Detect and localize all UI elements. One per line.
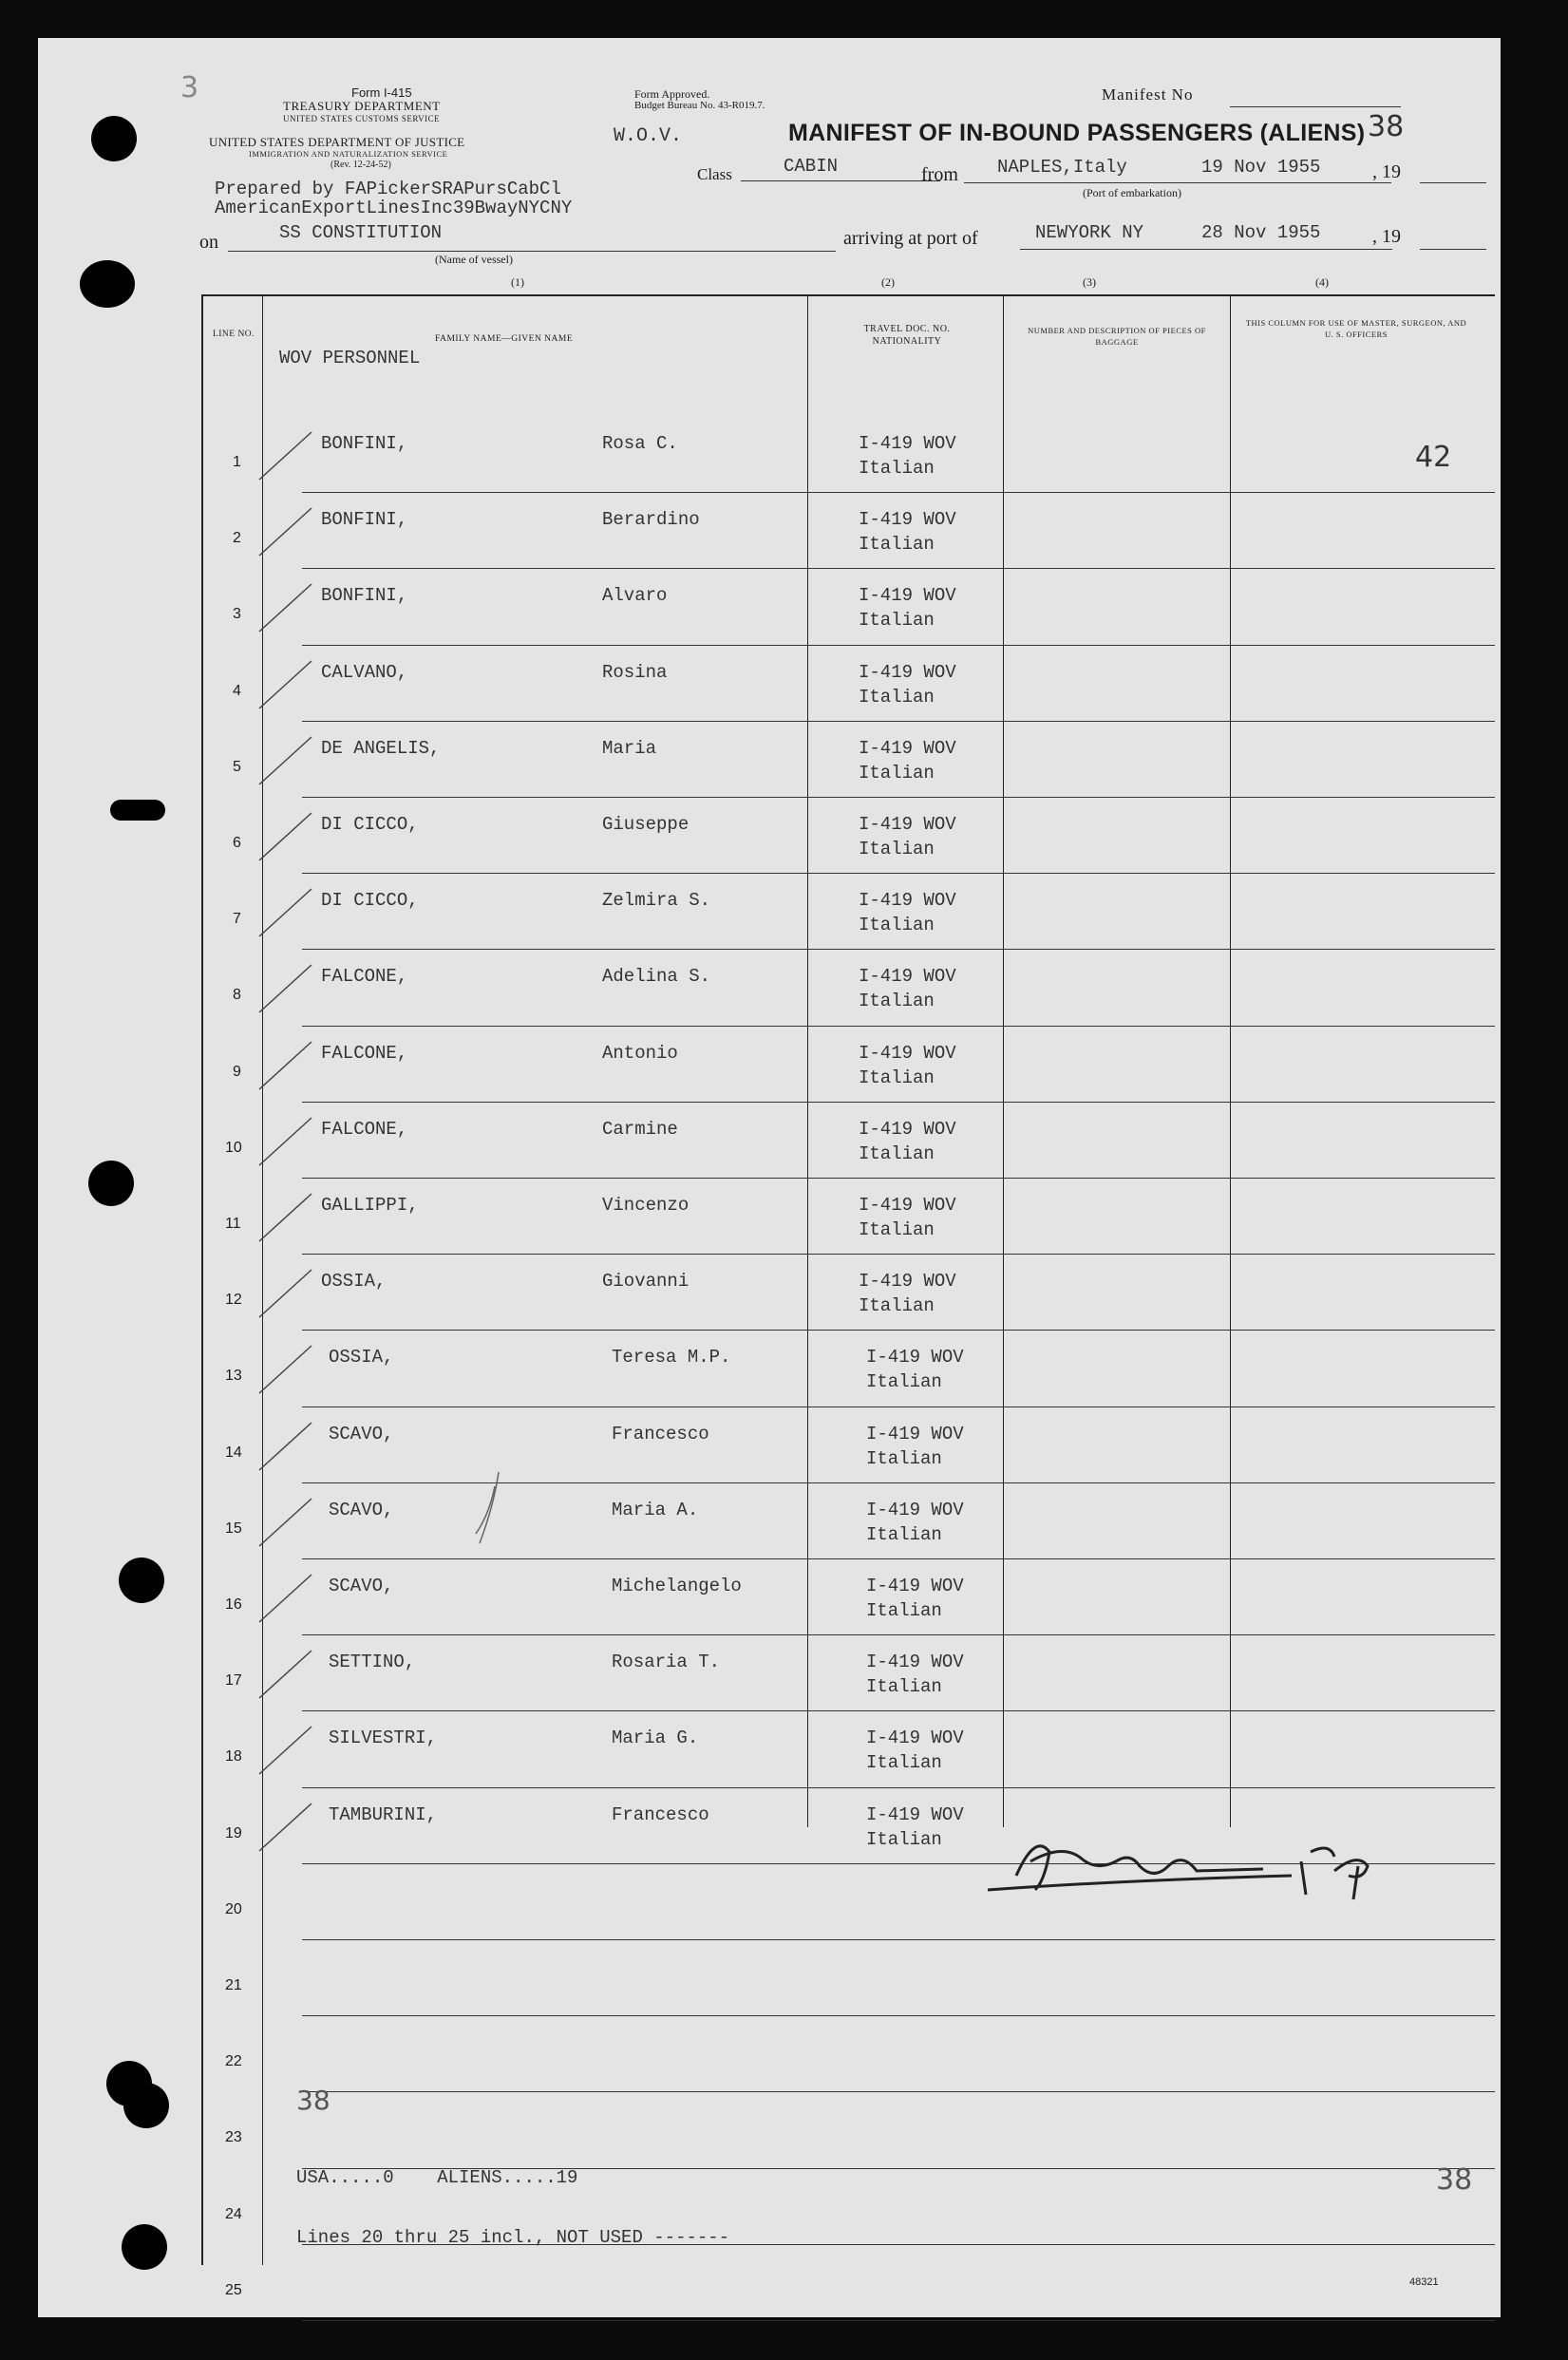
- family-name: DE ANGELIS,: [321, 737, 441, 759]
- nationality: Italian: [859, 915, 935, 936]
- travel-doc-number: I-419 WOV: [859, 1195, 956, 1216]
- check-mark: [255, 1037, 321, 1094]
- family-name: TAMBURINI,: [329, 1803, 438, 1825]
- officer-note: 42: [1415, 441, 1452, 474]
- header-line-no: LINE NO.: [212, 330, 255, 339]
- family-name: OSSIA,: [329, 1347, 394, 1369]
- travel-doc-number: I-419 WOV: [859, 509, 956, 531]
- line-number: 14: [225, 1444, 242, 1461]
- family-name: SCAVO,: [329, 1576, 394, 1596]
- check-mark: [255, 1799, 321, 1856]
- column-number-3: (3): [1083, 275, 1096, 289]
- justice-label: UNITED STATES DEPARTMENT OF JUSTICE: [209, 135, 465, 149]
- row-divider: [302, 873, 1495, 874]
- given-name: Giovanni: [602, 1271, 690, 1293]
- given-name: Maria G.: [612, 1728, 699, 1749]
- punch-hole: [123, 2083, 169, 2128]
- travel-doc-number: I-419 WOV: [859, 890, 956, 912]
- pencil-mark: [470, 1467, 508, 1553]
- row-divider: [302, 721, 1495, 722]
- punch-hole: [122, 2224, 167, 2270]
- from-port: NAPLES,Italy: [997, 157, 1127, 178]
- nationality: Italian: [859, 534, 935, 556]
- header-baggage: NUMBER AND DESCRIPTION OF PIECES OF BAGGAGE: [1028, 326, 1206, 347]
- travel-doc-number: I-419 WOV: [866, 1728, 964, 1749]
- year-suffix-2: , 19: [1372, 226, 1401, 247]
- check-mark: [255, 427, 321, 484]
- family-name: DI CICCO,: [321, 890, 419, 912]
- travel-doc-number: I-419 WOV: [866, 1423, 964, 1444]
- prepared-by-line2: AmericanExportLinesInc39BwayNYCNY: [215, 198, 573, 218]
- nationality: Italian: [859, 1295, 935, 1317]
- travel-doc-number: I-419 WOV: [859, 585, 956, 607]
- line-number: 13: [225, 1368, 242, 1385]
- nationality: Italian: [859, 610, 935, 632]
- check-mark: [255, 1722, 321, 1779]
- row-divider: [302, 2320, 1495, 2321]
- footer-note: Lines 20 thru 25 incl., NOT USED -------: [296, 2227, 730, 2248]
- given-name: Berardino: [602, 509, 700, 531]
- family-name: FALCONE,: [321, 966, 408, 988]
- given-name: Teresa M.P.: [612, 1347, 731, 1369]
- line-number: 10: [225, 1139, 242, 1156]
- on-label: on: [199, 232, 218, 253]
- row-divider: [302, 1558, 1495, 1559]
- given-name: Giuseppe: [602, 814, 690, 835]
- travel-doc-number: I-419 WOV: [859, 737, 956, 759]
- row-divider: [302, 1330, 1495, 1331]
- arrival-port: NEWYORK NY: [1035, 222, 1144, 243]
- revision-label: (Rev. 12-24-52): [331, 160, 391, 170]
- given-name: Maria A.: [612, 1499, 699, 1520]
- form-number: Form I-415: [351, 85, 412, 100]
- row-divider: [302, 1178, 1495, 1179]
- check-mark: [255, 1113, 321, 1170]
- row-divider: [302, 645, 1495, 646]
- row-divider: [302, 2091, 1495, 2092]
- arriving-label: arriving at port of: [843, 228, 978, 249]
- nationality: Italian: [866, 1447, 942, 1469]
- from-label: from: [921, 164, 958, 185]
- punch-hole: [110, 800, 165, 821]
- nationality: Italian: [866, 1600, 942, 1621]
- line-number: 25: [225, 2281, 242, 2298]
- officer-signature: [978, 1823, 1472, 1909]
- check-mark: [255, 732, 321, 789]
- prepared-by-line1: Prepared by FAPickerSRAPursCabCl: [215, 179, 561, 199]
- port-caption: (Port of embarkation): [1083, 186, 1181, 199]
- customs-label: UNITED STATES CUSTOMS SERVICE: [283, 114, 441, 123]
- travel-doc-number: I-419 WOV: [859, 814, 956, 835]
- family-name: SETTINO,: [329, 1652, 416, 1673]
- line-number: 6: [233, 835, 241, 851]
- check-mark: [255, 1418, 321, 1475]
- row-divider: [302, 1102, 1495, 1103]
- line-number: 21: [225, 1977, 242, 1993]
- given-name: Zelmira S.: [602, 890, 711, 912]
- given-name: Francesco: [612, 1803, 709, 1825]
- check-mark: [255, 808, 321, 865]
- check-mark: [255, 579, 321, 636]
- header-officers: THIS COLUMN FOR USE OF MASTER, SURGEON, AND U. S. OFFICERS: [1245, 318, 1467, 339]
- line-number: 22: [225, 2053, 242, 2070]
- family-name: OSSIA,: [321, 1271, 387, 1293]
- check-mark: [255, 1265, 321, 1322]
- check-mark: [255, 656, 321, 713]
- header-name: FAMILY NAME—GIVEN NAME: [435, 334, 574, 344]
- family-name: SCAVO,: [329, 1423, 394, 1444]
- nationality: Italian: [859, 1067, 935, 1088]
- check-mark: [255, 1646, 321, 1703]
- line-number: 4: [233, 682, 241, 699]
- nationality: Italian: [866, 1752, 942, 1774]
- totals-line: USA.....0 ALIENS.....19: [296, 2167, 578, 2188]
- class-value: CABIN: [784, 156, 839, 177]
- family-name: SCAVO,: [329, 1499, 394, 1520]
- check-mark: [255, 884, 321, 941]
- given-name: Maria: [602, 737, 657, 759]
- manifest-number: 38: [1368, 110, 1405, 143]
- given-name: Vincenzo: [602, 1195, 690, 1216]
- travel-doc-number: I-419 WOV: [866, 1499, 964, 1520]
- year-suffix-1: , 19: [1372, 161, 1401, 182]
- line-number: 17: [225, 1672, 242, 1690]
- nationality: Italian: [859, 458, 935, 479]
- row-divider: [302, 1710, 1495, 1711]
- column-number-4: (4): [1315, 275, 1329, 289]
- line-number: 20: [225, 1900, 242, 1917]
- right-mark: 38: [1436, 2163, 1473, 2197]
- travel-doc-number: I-419 WOV: [859, 1042, 956, 1064]
- line-number: 8: [233, 987, 241, 1004]
- nationality: Italian: [866, 1676, 942, 1698]
- vessel-caption: (Name of vessel): [435, 253, 513, 266]
- line-number: 9: [233, 1063, 241, 1080]
- travel-doc-number: I-419 WOV: [859, 1271, 956, 1293]
- given-name: Rosina: [602, 661, 668, 683]
- nationality: Italian: [859, 1142, 935, 1164]
- travel-doc-number: I-419 WOV: [859, 661, 956, 683]
- row-divider: [302, 949, 1495, 950]
- family-name: FALCONE,: [321, 1042, 408, 1064]
- given-name: Rosa C.: [602, 433, 678, 454]
- family-name: BONFINI,: [321, 509, 408, 531]
- travel-doc-number: I-419 WOV: [866, 1347, 964, 1369]
- check-mark: [255, 1570, 321, 1627]
- nationality: Italian: [866, 1828, 942, 1850]
- from-date: 19 Nov 1955: [1201, 157, 1321, 178]
- group-label: WOV PERSONNEL: [279, 348, 421, 368]
- row-divider: [302, 1026, 1495, 1027]
- vessel-name: SS CONSTITUTION: [279, 222, 443, 243]
- row-divider: [302, 1634, 1495, 1635]
- line-number: 16: [225, 1596, 242, 1613]
- travel-doc-number: I-419 WOV: [859, 433, 956, 454]
- program-code: W.O.V.: [614, 125, 683, 147]
- nationality: Italian: [866, 1523, 942, 1545]
- nationality: Italian: [859, 686, 935, 708]
- line-number: 24: [225, 2205, 242, 2222]
- nationality: Italian: [859, 991, 935, 1012]
- manifest-title: MANIFEST OF IN-BOUND PASSENGERS (ALIENS): [788, 120, 1366, 146]
- line-number: 3: [233, 606, 241, 623]
- check-mark: [255, 960, 321, 1017]
- given-name: Antonio: [602, 1042, 678, 1064]
- nationality: Italian: [859, 1219, 935, 1240]
- check-mark: [255, 503, 321, 560]
- check-mark: [255, 1494, 321, 1551]
- given-name: Michelangelo: [612, 1576, 742, 1596]
- given-name: Alvaro: [602, 585, 668, 607]
- line-number: 2: [233, 530, 241, 547]
- punch-hole: [88, 1161, 134, 1206]
- nationality: Italian: [859, 839, 935, 859]
- family-name: SILVESTRI,: [329, 1728, 438, 1749]
- family-name: CALVANO,: [321, 661, 408, 683]
- line-number: 19: [225, 1824, 242, 1841]
- form-approved-label: Form Approved.: [634, 87, 710, 101]
- row-divider: [302, 1254, 1495, 1255]
- given-name: Rosaria T.: [612, 1652, 721, 1673]
- line-number: 11: [225, 1216, 241, 1232]
- row-divider: [302, 1787, 1495, 1788]
- line-number: 1: [233, 454, 241, 470]
- family-name: GALLIPPI,: [321, 1195, 419, 1216]
- travel-doc-number: I-419 WOV: [866, 1803, 964, 1825]
- check-mark: [255, 1189, 321, 1246]
- line-number: 23: [225, 2129, 242, 2146]
- corner-mark: 3: [180, 71, 199, 104]
- row-divider: [302, 797, 1495, 798]
- nationality: Italian: [866, 1371, 942, 1393]
- line-number: 12: [225, 1292, 242, 1309]
- row-divider: [302, 568, 1495, 569]
- arrival-date: 28 Nov 1955: [1201, 222, 1321, 243]
- punch-hole: [80, 260, 135, 308]
- budget-bureau-label: Budget Bureau No. 43-R019.7.: [634, 100, 765, 111]
- row-divider: [302, 492, 1495, 493]
- stamp-number: 48321: [1409, 2276, 1439, 2288]
- punch-hole: [91, 116, 137, 161]
- check-mark: [255, 1341, 321, 1398]
- manifest-number-label: Manifest No: [1102, 85, 1194, 104]
- line-number: 18: [225, 1748, 242, 1765]
- column-number-1: (1): [511, 275, 524, 289]
- travel-doc-number: I-419 WOV: [859, 1118, 956, 1140]
- given-name: Adelina S.: [602, 966, 711, 988]
- family-name: FALCONE,: [321, 1118, 408, 1140]
- line-number: 5: [233, 758, 241, 775]
- line23-mark: 38: [296, 2085, 331, 2116]
- travel-doc-number: I-419 WOV: [859, 966, 956, 988]
- given-name: Carmine: [602, 1118, 678, 1140]
- class-label: Class: [697, 165, 732, 183]
- family-name: BONFINI,: [321, 585, 408, 607]
- line-number: 15: [225, 1520, 242, 1537]
- row-divider: [302, 1939, 1495, 1940]
- manifest-page: [38, 38, 1501, 2317]
- line-number: 7: [233, 911, 241, 928]
- given-name: Francesco: [612, 1423, 709, 1444]
- travel-doc-number: I-419 WOV: [866, 1576, 964, 1596]
- ins-label: IMMIGRATION AND NATURALIZATION SERVICE: [249, 149, 448, 159]
- row-divider: [302, 2015, 1495, 2016]
- travel-doc-number: I-419 WOV: [866, 1652, 964, 1673]
- nationality: Italian: [859, 762, 935, 784]
- family-name: BONFINI,: [321, 433, 408, 454]
- header-travel-doc: TRAVEL DOC. NO. NATIONALITY: [863, 324, 951, 347]
- column-number-2: (2): [881, 275, 895, 289]
- punch-hole: [119, 1558, 164, 1603]
- department-label: TREASURY DEPARTMENT: [283, 99, 441, 113]
- family-name: DI CICCO,: [321, 814, 419, 835]
